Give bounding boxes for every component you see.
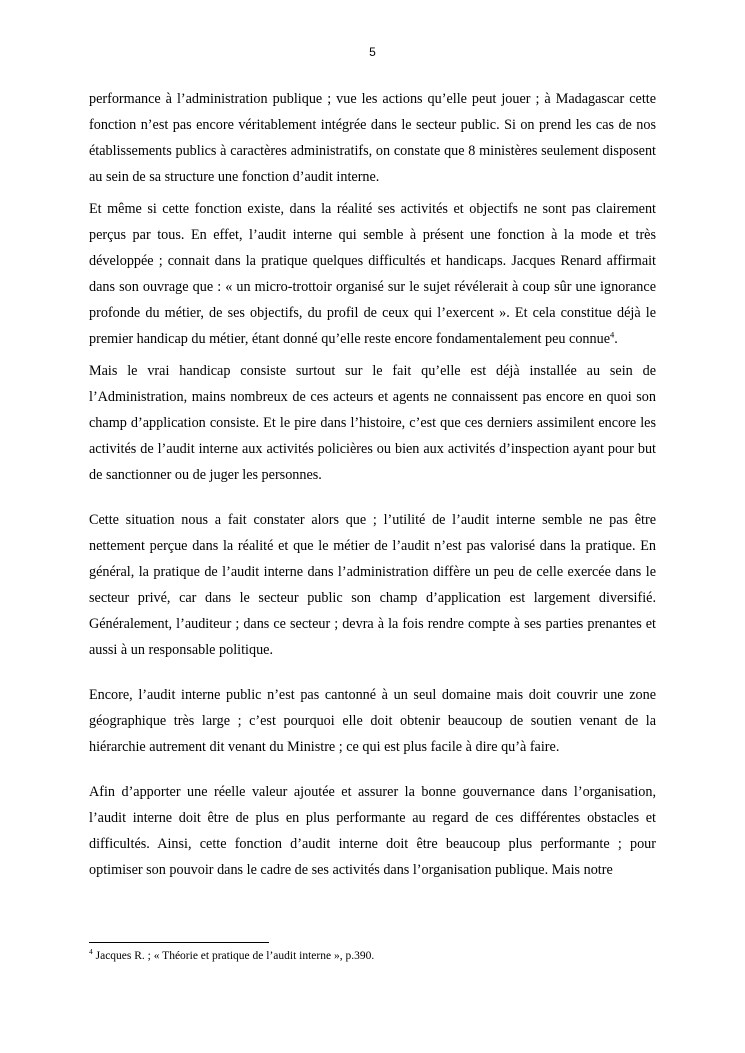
body-text [89, 86, 656, 883]
paragraph-2-end: . [614, 331, 618, 347]
footnote-text: Jacques R. ; « Théorie et pratique de l’audit interne », p.390. [92, 950, 375, 962]
paragraph-6: Afin d’apporter une réelle valeur ajoutée et assurer la bonne gouvernance dans l’organisation, l’audit interne doit être de plus en plus performante au regard de ces différentes obstacles et difficultés. Ainsi, cette fonction d’audit interne doit être beaucoup plus performante ; pour optimiser son pouvoir dans le cadre de ses activités dans l’organisation publique. Mais notre [89, 784, 656, 878]
footnote [89, 948, 656, 964]
paragraph-2-text: Et même si cette fonction existe, dans la réalité ses activités et objectifs ne sont pas clairement perçus par tous. En effet, l’audit interne qui semble à présent une fonction à la mode et très développée ; connait dans la pratique quelques difficultés et handicaps. Jacques Renard affirmait dans son ouvrage que : « un micro-trottoir organisé sur le sujet révélerait à coup sûr une ignorance profonde du métier, de ses objectifs, du profil de ceux qui l’exercent ». Et cela constitue déjà le premier handicap du métier, étant donné qu’elle reste encore fondamentalement peu connue [89, 201, 656, 347]
paragraph-5: Encore, l’audit interne public n’est pas cantonné à un seul domaine mais doit couvrir une zone géographique très large ; c’est pourquoi elle doit obtenir beaucoup de soutien venant de la hiérarchie autrement dit venant du Ministre ; ce qui est plus facile à dire qu’à faire. [89, 687, 656, 755]
page-number: 5 [369, 45, 376, 59]
footnote-number: 4 [89, 947, 93, 957]
footnote-reference[interactable]: 4 [610, 329, 615, 340]
paragraph-4: Cette situation nous a fait constater alors que ; l’utilité de l’audit interne semble ne pas être nettement perçue dans la réalité et que le métier de l’audit n’est pas valorisé dans la pratique. En général, la pratique de l’audit interne dans l’administration diffère un peu de celle exercée dans le secteur privé, car dans le secteur public son champ d’application est largement diversifié. Généralement, l’auditeur ; dans ce secteur ; devra à la fois rendre compte à ses parties prenantes et aussi à un responsable politique. [89, 512, 656, 658]
paragraph-3: Mais le vrai handicap consiste surtout sur le fait qu’elle est déjà installée au sein de l’Administration, mains nombreux de ces acteurs et agents ne connaissent pas encore en quoi son champ d’application consiste. Et le pire dans l’histoire, c’est que ces derniers assimilent encore les activités de l’audit interne aux activités policières ou bien aux activités d’inspection ayant pour but de sanctionner ou de juger les personnes. [89, 363, 656, 483]
footnote-divider [89, 942, 269, 943]
paragraph-2 [89, 196, 656, 352]
paragraph-1: performance à l’administration publique ; vue les actions qu’elle peut jouer ; à Madagascar cette fonction n’est pas encore véritablement intégrée dans le secteur public. Si on prend les cas de nos établissements publics à caractères administratifs, on constate que 8 ministères seulement disposent au sein de sa structure une fonction d’audit interne. [89, 91, 656, 185]
